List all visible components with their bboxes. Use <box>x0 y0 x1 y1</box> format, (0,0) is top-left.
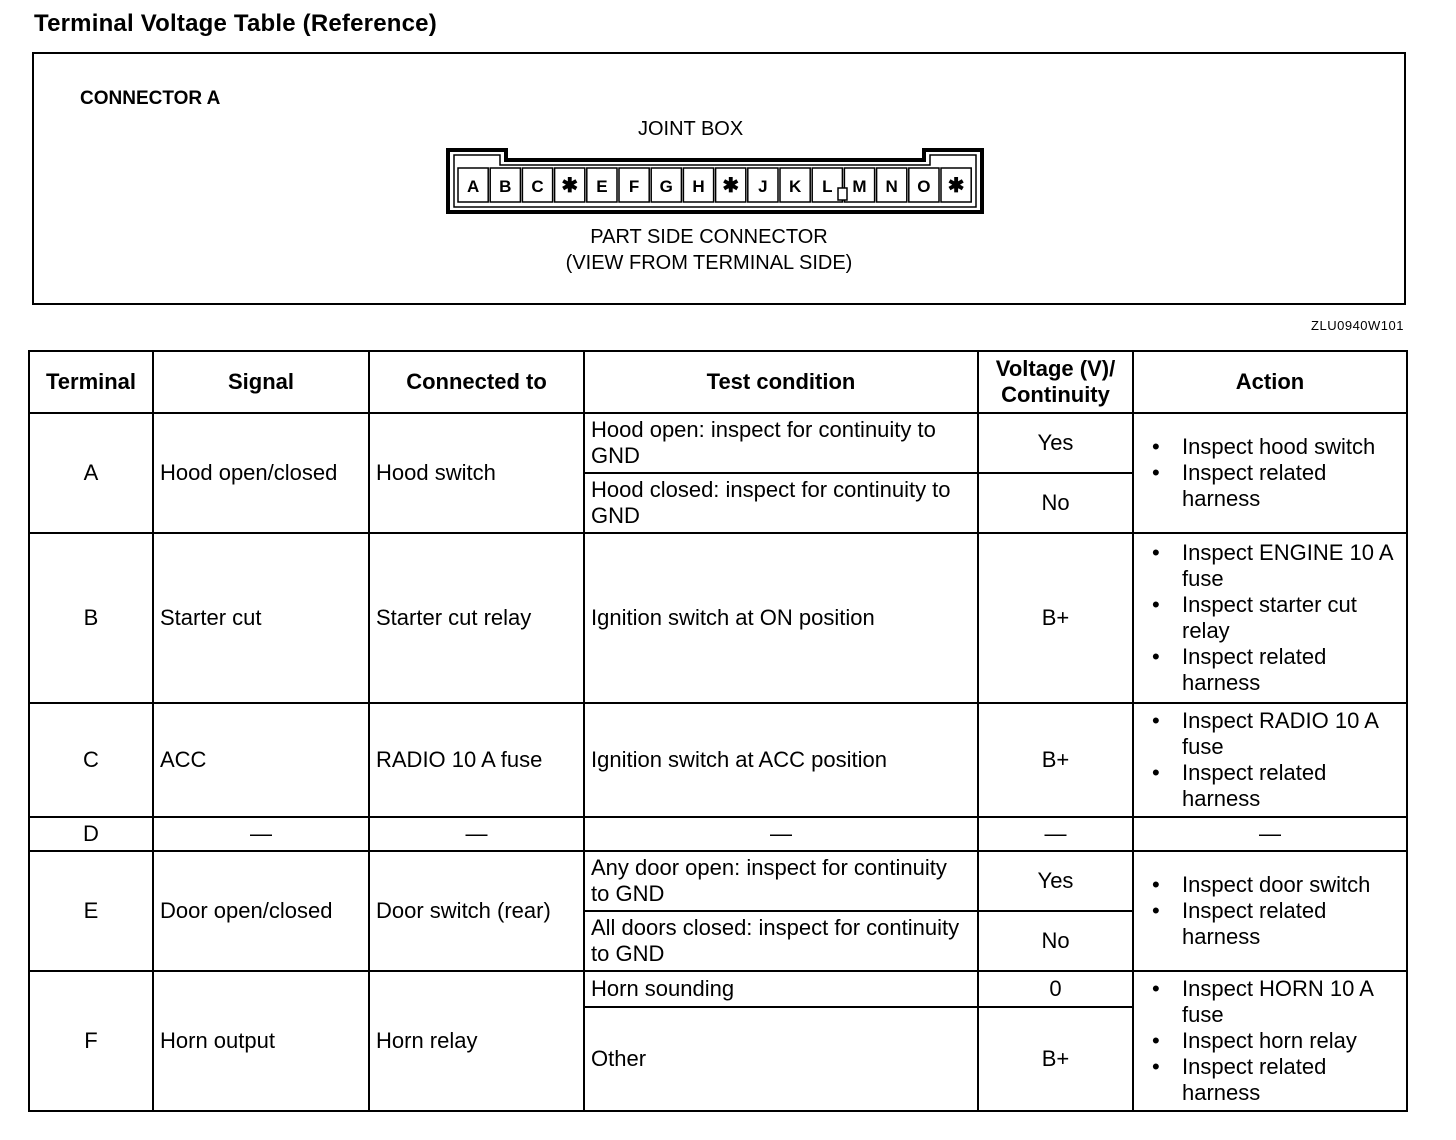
signal-cell: Hood open/closed <box>153 413 369 533</box>
voltage-cell: No <box>978 911 1133 971</box>
connector-pin-label: F <box>628 177 640 196</box>
test-condition-cell: Horn sounding <box>584 971 978 1007</box>
action-item: • Inspect related harness <box>1168 898 1400 950</box>
header-voltage-line1: Voltage (V)/ <box>995 356 1116 381</box>
action-cell <box>1133 851 1407 971</box>
action-item: • Inspect starter cut relay <box>1168 592 1400 644</box>
terminal-cell: A <box>29 413 153 533</box>
action-item: • Inspect related harness <box>1168 760 1400 812</box>
connected-to-cell: RADIO 10 A fuse <box>369 703 584 817</box>
connector-pin-label: M <box>852 177 867 196</box>
action-item: • Inspect related harness <box>1168 1054 1400 1106</box>
connected-to-cell: — <box>369 817 584 851</box>
connector-label: CONNECTOR A <box>80 88 221 109</box>
page-title: Terminal Voltage Table (Reference) <box>34 10 437 37</box>
terminal-cell: C <box>29 703 153 817</box>
test-condition-cell: — <box>584 817 978 851</box>
action-item: • Inspect HORN 10 A fuse <box>1168 976 1400 1028</box>
terminal-cell: D <box>29 817 153 851</box>
header-action: Action <box>1133 351 1407 413</box>
connected-to-cell: Starter cut relay <box>369 533 584 703</box>
table-row-c <box>29 703 1407 817</box>
action-list <box>1140 434 1400 512</box>
connector-pin-label: K <box>788 177 802 196</box>
voltage-cell: No <box>978 473 1133 533</box>
connector-pin-label: J <box>758 177 768 196</box>
action-item: • Inspect door switch <box>1168 872 1400 898</box>
connector-key-notch <box>838 188 847 200</box>
signal-cell: Starter cut <box>153 533 369 703</box>
part-side-line1: PART SIDE CONNECTOR <box>590 226 828 248</box>
connector-pin-label: C <box>531 177 544 196</box>
voltage-cell: B+ <box>978 1007 1133 1111</box>
signal-cell: — <box>153 817 369 851</box>
action-cell: — <box>1133 817 1407 851</box>
terminal-cell: E <box>29 851 153 971</box>
action-item: • Inspect hood switch <box>1168 434 1400 460</box>
test-condition-cell: Hood open: inspect for continuity to GND <box>584 413 978 473</box>
action-list <box>1140 976 1400 1106</box>
table-header-row <box>29 351 1407 413</box>
table-row-e <box>29 851 1407 911</box>
table-row-b <box>29 533 1407 703</box>
action-item: • Inspect ENGINE 10 A fuse <box>1168 540 1400 592</box>
voltage-cell: — <box>978 817 1133 851</box>
action-list <box>1140 872 1400 950</box>
voltage-cell: 0 <box>978 971 1133 1007</box>
action-item: • Inspect RADIO 10 A fuse <box>1168 708 1400 760</box>
table-row-a <box>29 413 1407 473</box>
test-condition-cell: Hood closed: inspect for continuity to GND <box>584 473 978 533</box>
action-item: • Inspect related harness <box>1168 644 1400 696</box>
part-side-label <box>554 224 864 276</box>
connector-diagram <box>32 52 1406 305</box>
connector-pin-label: O <box>917 177 931 196</box>
connector-pin-label: N <box>885 177 898 196</box>
action-cell <box>1133 413 1407 533</box>
terminal-voltage-table <box>28 350 1408 1112</box>
table-row-f <box>29 971 1407 1007</box>
connector-pin-label: G <box>659 177 673 196</box>
voltage-cell: B+ <box>978 533 1133 703</box>
connected-to-cell: Horn relay <box>369 971 584 1111</box>
signal-cell: Door open/closed <box>153 851 369 971</box>
test-condition-cell: Any door open: inspect for continuity to GND <box>584 851 978 911</box>
table-row-d <box>29 817 1407 851</box>
header-signal: Signal <box>153 351 369 413</box>
joint-box-label: JOINT BOX <box>638 118 744 140</box>
test-condition-cell: All doors closed: inspect for continuity to GND <box>584 911 978 971</box>
action-cell <box>1133 533 1407 703</box>
header-terminal: Terminal <box>29 351 153 413</box>
connector-pin-label: ✱ <box>722 175 740 197</box>
header-test-condition: Test condition <box>584 351 978 413</box>
connector-pin-label: E <box>596 177 608 196</box>
voltage-cell: Yes <box>978 851 1133 911</box>
connector-pin-label: A <box>466 177 480 196</box>
terminal-cell: F <box>29 971 153 1111</box>
connected-to-cell: Door switch (rear) <box>369 851 584 971</box>
terminal-cell: B <box>29 533 153 703</box>
signal-cell: Horn output <box>153 971 369 1111</box>
header-connected-to: Connected to <box>369 351 584 413</box>
header-voltage <box>978 351 1133 413</box>
action-item: • Inspect related harness <box>1168 460 1400 512</box>
figure-code: ZLU0940W101 <box>1311 318 1404 333</box>
test-condition-cell: Ignition switch at ACC position <box>584 703 978 817</box>
part-side-line2: (VIEW FROM TERMINAL SIDE) <box>565 252 853 274</box>
voltage-cell: Yes <box>978 413 1133 473</box>
action-item: • Inspect horn relay <box>1168 1028 1400 1054</box>
header-voltage-line2: Continuity <box>1001 382 1110 407</box>
action-cell <box>1133 971 1407 1111</box>
connector-pin-label: B <box>499 177 512 196</box>
signal-cell: ACC <box>153 703 369 817</box>
action-list <box>1140 540 1400 696</box>
connector-pin-label: H <box>692 177 705 196</box>
connector-pin-label: ✱ <box>947 175 965 197</box>
connector-pin-label: ✱ <box>561 175 579 197</box>
test-condition-cell: Other <box>584 1007 978 1111</box>
voltage-cell: B+ <box>978 703 1133 817</box>
connector-pin-label: L <box>822 177 833 196</box>
action-list <box>1140 708 1400 812</box>
connected-to-cell: Hood switch <box>369 413 584 533</box>
test-condition-cell: Ignition switch at ON position <box>584 533 978 703</box>
action-cell <box>1133 703 1407 817</box>
